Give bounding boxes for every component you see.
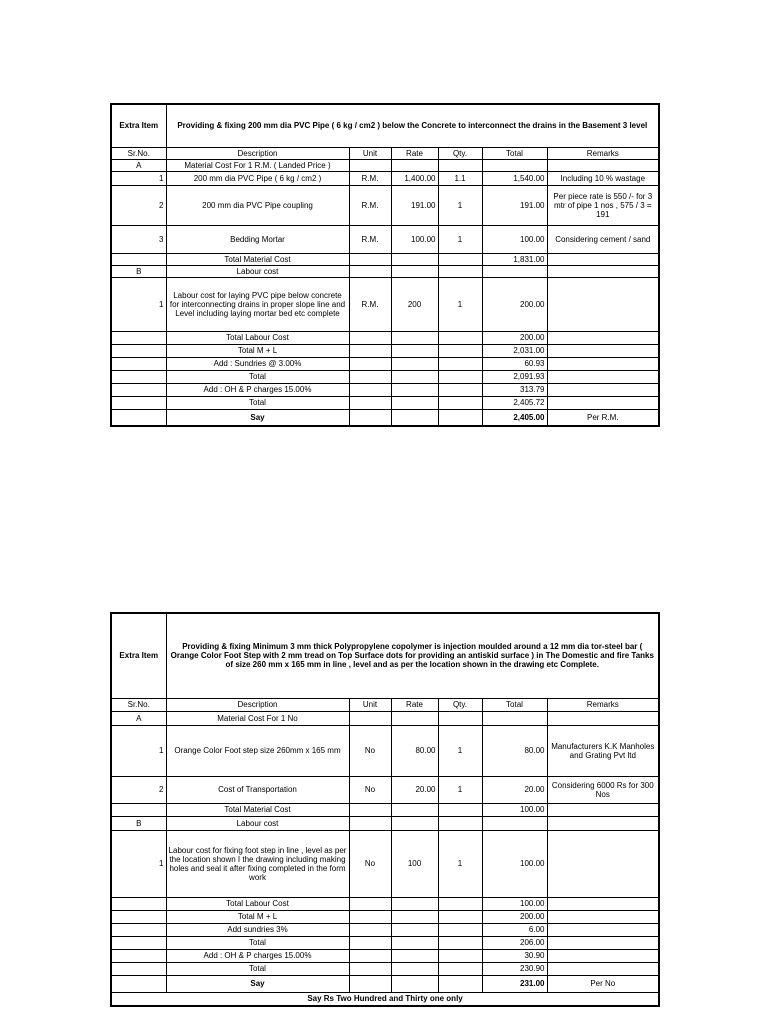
row-rate: 200 (391, 277, 438, 331)
row-unit: No (349, 725, 391, 776)
table-row (111, 185, 659, 225)
row-qty: 1.1 (438, 171, 482, 185)
total-material-value: 1,831.00 (482, 253, 547, 265)
column-header-row (111, 698, 659, 711)
total-material-value: 100.00 (482, 803, 547, 816)
row-remarks: Per piece rate is 550 /- for 3 mtr of pipe 1 nos , 575 / 3 = 191 (547, 185, 659, 225)
row-sr: 1 (111, 277, 166, 331)
total-material-row (111, 803, 659, 816)
summary-value: 100.00 (482, 897, 547, 910)
col-header-rate: Rate (391, 698, 438, 711)
section-sr: B (111, 816, 166, 830)
row-total: 100.00 (482, 225, 547, 253)
total-material-row (111, 253, 659, 265)
row-qty: 1 (438, 776, 482, 803)
summary-row (111, 331, 659, 344)
row-description: Labour cost for laying PVC pipe below concrete for interconnecting drains in proper slope line and Level including laying mortar bed etc complete (166, 277, 349, 331)
column-header-row (111, 147, 659, 159)
section-row-a (111, 159, 659, 171)
summary-row (111, 396, 659, 409)
row-rate: 191.00 (391, 185, 438, 225)
row-remarks (547, 277, 659, 331)
row-unit: R.M. (349, 185, 391, 225)
summary-value: 200.00 (482, 331, 547, 344)
total-material-label: Total Material Cost (166, 803, 349, 816)
summary-value: 60.93 (482, 357, 547, 370)
col-header-unit: Unit (349, 147, 391, 159)
row-qty: 1 (438, 185, 482, 225)
col-header-rate: Rate (391, 147, 438, 159)
summary-row (111, 910, 659, 923)
summary-value: 206.00 (482, 936, 547, 949)
summary-label: Add sundries 3% (166, 923, 349, 936)
col-header-remarks: Remarks (547, 698, 659, 711)
summary-value: 30.90 (482, 949, 547, 962)
section-label: Labour cost (166, 816, 349, 830)
row-remarks: Considering 6000 Rs for 300 Nos (547, 776, 659, 803)
row-unit: R.M. (349, 277, 391, 331)
say-value: 231.00 (482, 975, 547, 992)
row-qty: 1 (438, 830, 482, 897)
summary-label: Add : OH & P charges 15.00% (166, 383, 349, 396)
say-remarks: Per R.M. (547, 409, 659, 426)
row-remarks: Manufacturers K.K Manholes and Grating Pvt ltd (547, 725, 659, 776)
row-sr: 1 (111, 830, 166, 897)
row-unit: R.M. (349, 225, 391, 253)
summary-value: 6.00 (482, 923, 547, 936)
say-remarks: Per No (547, 975, 659, 992)
col-header-remarks: Remarks (547, 147, 659, 159)
row-sr: 1 (111, 725, 166, 776)
section-row-b (111, 816, 659, 830)
row-description: Orange Color Foot step size 260mm x 165 mm (166, 725, 349, 776)
summary-value: 2,405.72 (482, 396, 547, 409)
summary-label: Total (166, 936, 349, 949)
row-total: 1,540.00 (482, 171, 547, 185)
col-header-total: Total (482, 147, 547, 159)
row-description: Bedding Mortar (166, 225, 349, 253)
section-label: Material Cost For 1 R.M. ( Landed Price ) (166, 159, 349, 171)
row-remarks: Considering cement / sand (547, 225, 659, 253)
col-header-srno: Sr.No. (111, 698, 166, 711)
row-unit: No (349, 830, 391, 897)
col-header-qty: Qty. (438, 147, 482, 159)
section-label: Labour cost (166, 265, 349, 277)
summary-row (111, 357, 659, 370)
summary-label: Total M + L (166, 344, 349, 357)
col-header-description: Description (166, 698, 349, 711)
section-sr: A (111, 159, 166, 171)
summary-value: 230.90 (482, 962, 547, 975)
row-sr: 3 (111, 225, 166, 253)
say-label: Say (166, 975, 349, 992)
summary-row (111, 936, 659, 949)
rate-analysis-table-1 (110, 103, 660, 427)
item-title: Providing & fixing Minimum 3 mm thick Polypropylene copolymer is injection moulded around a 12 mm dia tor-steel bar ( Orange Color Foot Step with 2 mm tread on Top Surface dots for providing an antiskid surface ) in The Domestic and fire Tanks of size 260 mm x 165 mm in line , level and as per the location shown in the drawing etc Complete. (166, 613, 659, 698)
total-material-label: Total Material Cost (166, 253, 349, 265)
row-rate: 80.00 (391, 725, 438, 776)
amount-in-words: Say Rs Two Hundred and Thirty one only (111, 992, 659, 1006)
summary-label: Total Labour Cost (166, 331, 349, 344)
summary-value: 2,031.00 (482, 344, 547, 357)
section-row-a (111, 711, 659, 725)
summary-row (111, 344, 659, 357)
col-header-qty: Qty. (438, 698, 482, 711)
item-title: Providing & fixing 200 mm dia PVC Pipe ( 6 kg / cm2 ) below the Concrete to interconnect the drains in the Basement 3 level (166, 104, 659, 147)
summary-label: Total Labour Cost (166, 897, 349, 910)
row-rate: 100 (391, 830, 438, 897)
summary-label: Add : OH & P charges 15.00% (166, 949, 349, 962)
row-qty: 1 (438, 225, 482, 253)
row-description: 200 mm dia PVC Pipe coupling (166, 185, 349, 225)
table-row (111, 277, 659, 331)
row-unit: No (349, 776, 391, 803)
table-row (111, 225, 659, 253)
section-sr: A (111, 711, 166, 725)
col-header-srno: Sr.No. (111, 147, 166, 159)
row-qty: 1 (438, 725, 482, 776)
summary-label: Total (166, 962, 349, 975)
row-remarks: Including 10 % wastage (547, 171, 659, 185)
row-qty: 1 (438, 277, 482, 331)
summary-row (111, 923, 659, 936)
row-sr: 2 (111, 776, 166, 803)
section-label: Material Cost For 1 No (166, 711, 349, 725)
rate-analysis-table-2 (110, 612, 660, 1007)
section-row-b (111, 265, 659, 277)
summary-label: Add : Sundries @ 3.00% (166, 357, 349, 370)
col-header-total: Total (482, 698, 547, 711)
row-description: 200 mm dia PVC Pipe ( 6 kg / cm2 ) (166, 171, 349, 185)
extra-item-label: Extra Item (111, 104, 166, 147)
summary-row (111, 383, 659, 396)
row-rate: 1,400.00 (391, 171, 438, 185)
say-words-row (111, 992, 659, 1006)
row-sr: 1 (111, 171, 166, 185)
row-total: 20.00 (482, 776, 547, 803)
table-row (111, 776, 659, 803)
row-total: 100.00 (482, 830, 547, 897)
summary-row (111, 949, 659, 962)
summary-row (111, 897, 659, 910)
say-label: Say (166, 409, 349, 426)
table-row (111, 725, 659, 776)
section-sr: B (111, 265, 166, 277)
summary-row (111, 962, 659, 975)
row-sr: 2 (111, 185, 166, 225)
say-row (111, 409, 659, 426)
summary-value: 2,091.93 (482, 370, 547, 383)
summary-row (111, 370, 659, 383)
summary-label: Total M + L (166, 910, 349, 923)
extra-item-label: Extra Item (111, 613, 166, 698)
say-row (111, 975, 659, 992)
row-remarks (547, 830, 659, 897)
table-row (111, 830, 659, 897)
row-rate: 20.00 (391, 776, 438, 803)
row-description: Labour cost for fixing foot step in line , level as per the location shown I the drawing including making holes and seal it after fixing completed in the form work (166, 830, 349, 897)
row-total: 80.00 (482, 725, 547, 776)
col-header-description: Description (166, 147, 349, 159)
summary-value: 313.79 (482, 383, 547, 396)
say-value: 2,405.00 (482, 409, 547, 426)
col-header-unit: Unit (349, 698, 391, 711)
summary-label: Total (166, 396, 349, 409)
row-rate: 100.00 (391, 225, 438, 253)
row-total: 200.00 (482, 277, 547, 331)
row-description: Cost of Transportation (166, 776, 349, 803)
table-row (111, 171, 659, 185)
summary-value: 200.00 (482, 910, 547, 923)
row-unit: R.M. (349, 171, 391, 185)
row-total: 191.00 (482, 185, 547, 225)
summary-label: Total (166, 370, 349, 383)
